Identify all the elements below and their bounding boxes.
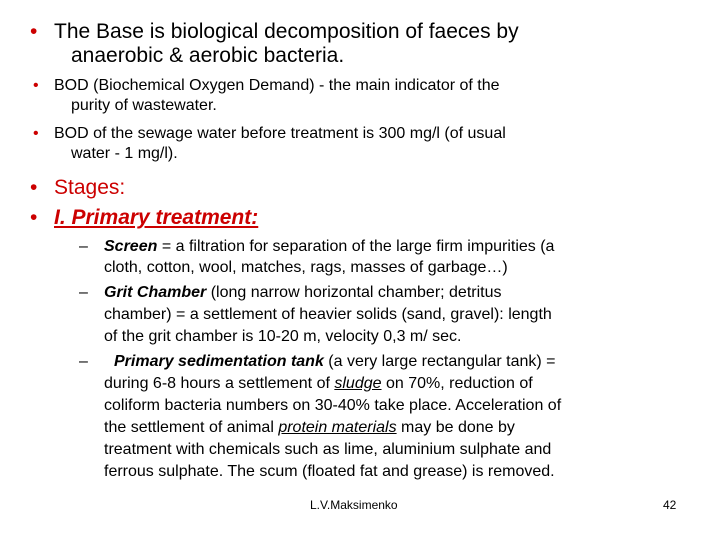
sub-grit-line3: of the grit chamber is 10-20 m, velocity 0,3 m/ sec. xyxy=(104,328,462,345)
bullet-stages: Stages: xyxy=(54,176,126,199)
bullet-marker: • xyxy=(33,125,39,142)
dash-marker: – xyxy=(79,238,88,255)
bullet-marker: • xyxy=(30,20,38,43)
bullet-bod-line1: BOD (Biochemical Oxygen Demand) - the main indicator of the xyxy=(54,77,500,94)
sub-grit-line1 xyxy=(104,284,502,302)
page-number: 42 xyxy=(663,498,677,512)
sub-sedimentation-line1 xyxy=(114,353,556,371)
sub-sedimentation-line6: ferrous sulphate. The scum (floated fat and grease) is removed. xyxy=(104,463,555,480)
bullet-marker: • xyxy=(30,206,38,229)
bullet-base-line1: The Base is biological decomposition of faeces by xyxy=(54,20,519,43)
bullet-primary-treatment: I. Primary treatment: xyxy=(54,206,259,229)
sub-screen-text: = a filtration for separation of the large firm impurities (a xyxy=(157,238,555,255)
term-screen: Screen xyxy=(104,238,158,255)
sub-sedimentation-line4 xyxy=(104,419,515,437)
text-fragment: on 70%, reduction of xyxy=(381,375,533,392)
term-primary-sedimentation-tank: Primary sedimentation tank xyxy=(114,353,324,370)
sub-grit-text: (long narrow horizontal chamber; detritus xyxy=(206,284,502,301)
sub-sedimentation-text: (a very large rectangular tank) = xyxy=(323,353,556,370)
sub-sedimentation-line5: treatment with chemicals such as lime, aluminium sulphate and xyxy=(104,441,552,458)
sub-sedimentation-line2 xyxy=(104,375,533,393)
bullet-bod-sewage-line2: water - 1 mg/l). xyxy=(71,145,178,162)
sub-screen-line1 xyxy=(104,238,554,256)
sub-grit-line2: chamber) = a settlement of heavier solids (sand, gravel): length xyxy=(104,306,552,323)
sub-screen-line2: cloth, cotton, wool, matches, rags, masses of garbage…) xyxy=(104,259,508,276)
bullet-bod-sewage-line1: BOD of the sewage water before treatment is 300 mg/l (of usual xyxy=(54,125,506,142)
bullet-marker: • xyxy=(33,77,39,94)
text-fragment: may be done by xyxy=(396,419,515,436)
term-grit-chamber: Grit Chamber xyxy=(104,284,207,301)
term-sludge: sludge xyxy=(334,375,382,392)
bullet-bod-line2: purity of wastewater. xyxy=(71,97,217,114)
term-protein-materials: protein materials xyxy=(278,419,397,436)
text-fragment: during 6-8 hours a settlement of xyxy=(104,375,335,392)
footer-author: L.V.Maksimenko xyxy=(310,498,398,512)
text-fragment: the settlement of animal xyxy=(104,419,279,436)
bullet-base-line2: anaerobic & aerobic bacteria. xyxy=(71,44,345,67)
dash-marker: – xyxy=(79,353,88,370)
dash-marker: – xyxy=(79,284,88,301)
bullet-marker: • xyxy=(30,176,38,199)
sub-sedimentation-line3: coliform bacteria numbers on 30-40% take place. Acceleration of xyxy=(104,397,562,414)
